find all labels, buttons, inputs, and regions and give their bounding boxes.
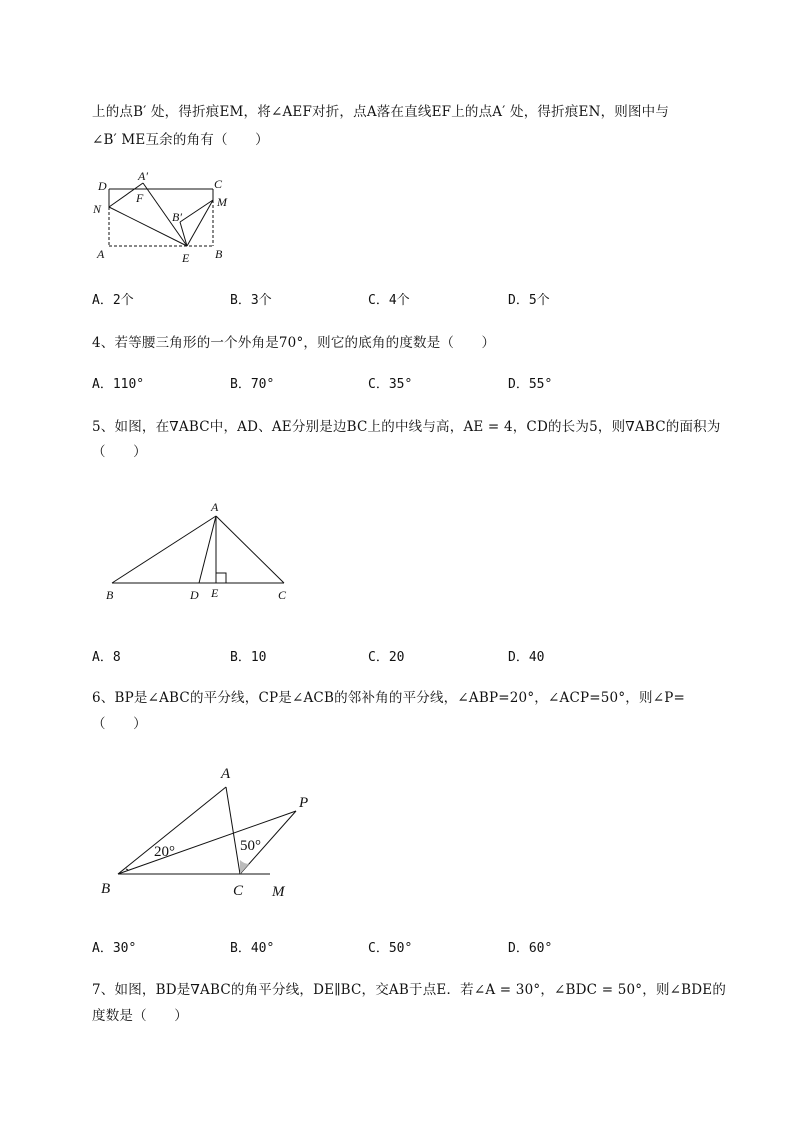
label-N: N <box>93 202 102 216</box>
label-B: B <box>215 247 223 261</box>
q3-option-d[interactable]: D．5个 <box>508 293 550 308</box>
q6-stem-line1: 6、BP是∠ABC的平分线，CP是∠ACB的邻补角的平分线，∠ABP=20°，∠ACP=50°，则∠P= <box>92 690 686 706</box>
label-D: D <box>190 588 199 602</box>
q4-option-a[interactable]: A．110° <box>92 377 145 392</box>
label-B: B <box>101 881 111 897</box>
q6-stem-line2: （ ） <box>92 716 147 732</box>
q6-option-c[interactable]: C．50° <box>368 941 413 956</box>
q4-stem: 4、若等腰三角形的一个外角是70°，则它的底角的度数是（ ） <box>92 335 496 351</box>
q3-option-c[interactable]: C．4个 <box>368 293 410 308</box>
label-B: B <box>106 588 114 602</box>
q5-stem-line1: 5、如图，在∇ABC中，AD、AE分别是边BC上的中线与高，AE = 4，CD的长为5，则∇ABC的面积为 <box>92 419 721 435</box>
label-P: P <box>299 795 309 811</box>
label-A: A <box>211 500 219 514</box>
q3-stem-line2: ∠B′ ME互余的角有（ ） <box>92 132 269 148</box>
q5-option-b[interactable]: B．10 <box>230 650 267 665</box>
angle-50-label: 50° <box>240 838 261 854</box>
q6-option-b[interactable]: B．40° <box>230 941 275 956</box>
q5-option-d[interactable]: D．40 <box>508 650 545 665</box>
q6-option-a[interactable]: A．30° <box>92 941 137 956</box>
label-E: E <box>182 251 190 265</box>
q5-option-a[interactable]: A．8 <box>92 650 121 665</box>
q3-option-a[interactable]: A．2个 <box>92 293 134 308</box>
label-F: F <box>136 191 144 205</box>
label-A: A <box>97 247 105 261</box>
label-M: M <box>217 195 227 209</box>
q4-option-c[interactable]: C．35° <box>368 377 413 392</box>
label-D: D <box>98 179 107 193</box>
q7-stem-line1: 7、如图，BD是∇ABC的角平分线，DE∥BC，交AB于点E．若∠A = 30°，∠BDC = 50°，则∠BDE的 <box>92 982 727 998</box>
label-E: E <box>211 586 219 600</box>
label-C: C <box>214 177 223 191</box>
q7-stem-line2: 度数是（ ） <box>92 1008 188 1024</box>
q3-option-b[interactable]: B．3个 <box>230 293 272 308</box>
label-A: A <box>221 766 231 782</box>
label-C: C <box>233 883 244 899</box>
q4-option-d[interactable]: D．55° <box>508 377 553 392</box>
label-C: C <box>278 588 287 602</box>
q5-option-c[interactable]: C．20 <box>368 650 405 665</box>
label-B-prime: B′ <box>172 210 182 224</box>
q3-stem-line1: 上的点B′ 处，得折痕EM，将∠AEF对折，点A落在直线EF上的点A′ 处，得折痕EN，则图中与 <box>92 104 670 120</box>
q4-option-b[interactable]: B．70° <box>230 377 275 392</box>
angle-20-label: 20° <box>154 844 175 860</box>
label-A-prime: A′ <box>138 169 148 183</box>
q6-option-d[interactable]: D．60° <box>508 941 553 956</box>
q5-stem-line2: （ ） <box>92 444 147 460</box>
label-M: M <box>272 884 285 900</box>
